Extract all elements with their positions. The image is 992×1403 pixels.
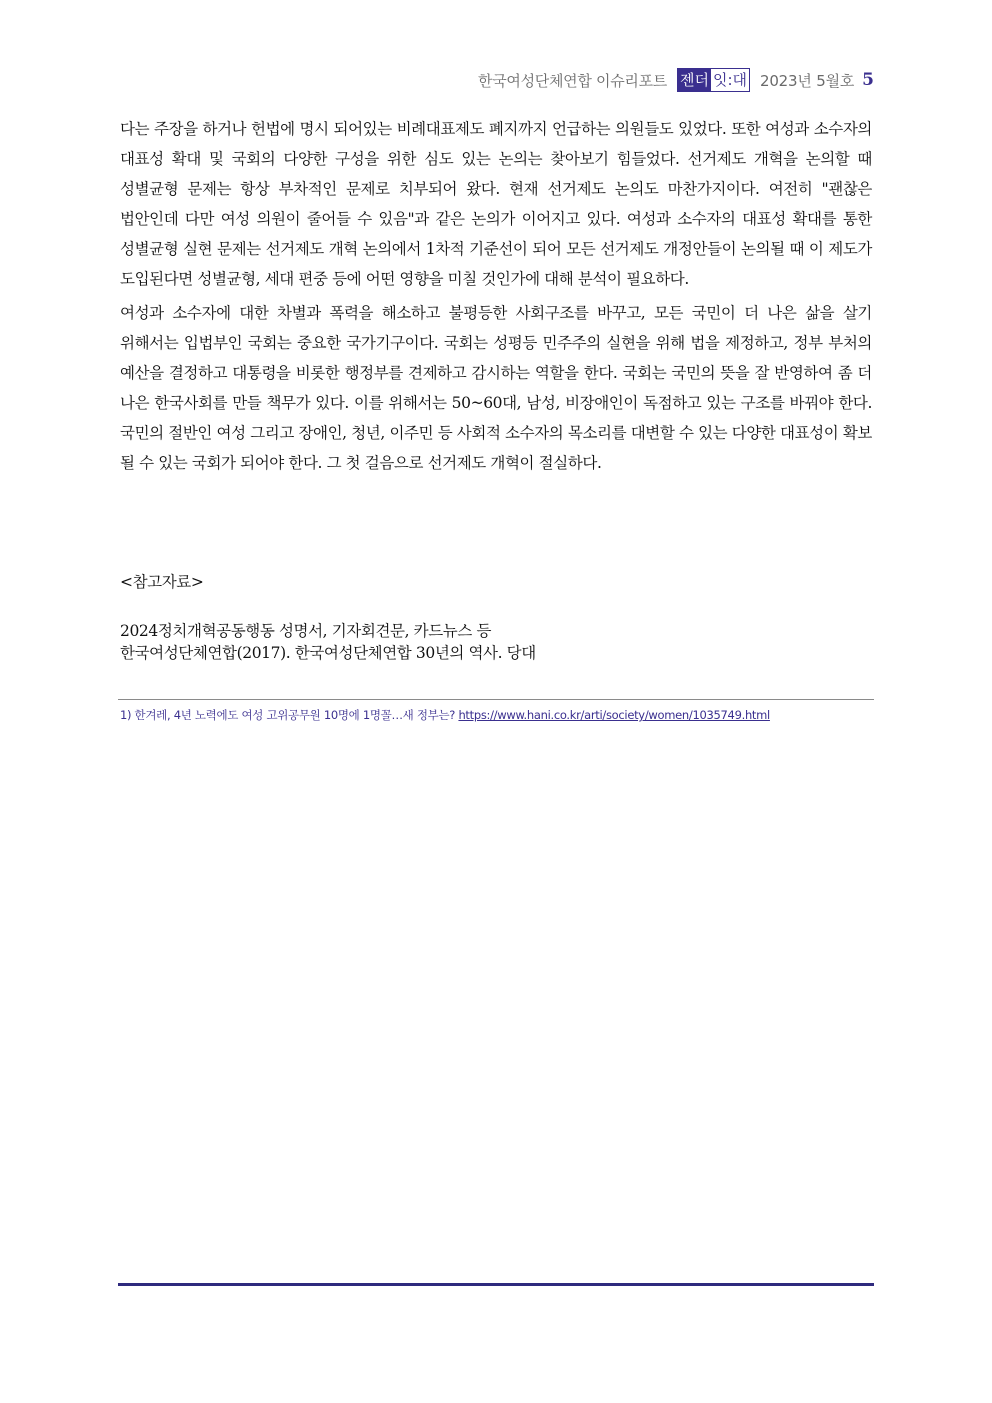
page-header (478, 68, 874, 92)
logo-dark-part: 젠더 (679, 71, 709, 89)
reference-item: 2024정치개혁공동행동 성명서, 기자회견문, 카드뉴스 등 (120, 622, 492, 640)
gender-it-dae-logo (677, 68, 750, 92)
reference-item: 한국여성단체연합(2017). 한국여성단체연합 30년의 역사. 당대 (120, 644, 536, 662)
footnote-divider (118, 699, 874, 700)
references-section (120, 570, 872, 664)
body-paragraph-1: 다는 주장을 하거나 헌법에 명시 되어있는 비례대표제도 폐지까지 언급하는 의원들도 있었다. 또한 여성과 소수자의 대표성 확대 및 국회의 다양한 구성을 위한 심도 있는 논의는 찾아보기 힘들었다. 선거제도 개혁을 논의할 때 성별균형 문제는 항상 부차적인 문제로 치부되어 왔다. 현재 선거제도 논의도 마찬가지이다. 여전히 "괜찮은 법안인데 다만 여성 의원이 줄어들 수 있음"과 같은 논의가 이어지고 있다. 여성과 소수자의 대표성 확대를 통한 성별균형 실현 문제는 선거제도 개혁 논의에서 1차적 기준선이 되어 모든 선거제도 개정안들이 논의될 때 이 제도가 도입된다면 성별균형, 세대 편중 등에 어떤 영향을 미칠 것인가에 대해 분석이 필요하다. (120, 120, 872, 288)
header-issue-date: 2023년 5월호 (760, 71, 855, 90)
page-bottom-rule (118, 1283, 874, 1286)
logo-light-part: 잇:대 (712, 71, 747, 89)
page-number: 5 (862, 70, 874, 90)
report-body (120, 114, 872, 482)
references-title: <참고자료> (120, 573, 204, 591)
footnote (120, 707, 872, 723)
header-org-name: 한국여성단체연합 이슈리포트 (478, 71, 667, 90)
body-paragraph-2: 여성과 소수자에 대한 차별과 폭력을 해소하고 불평등한 사회구조를 바꾸고, 모든 국민이 더 나은 삶을 살기 위해서는 입법부인 국회는 중요한 국가기구이다. 국회는 성평등 민주주의 실현을 위해 법을 제정하고, 정부 부처의 예산을 결정하고 대통령을 비롯한 행정부를 견제하고 감시하는 역할을 한다. 국회는 국민의 뜻을 잘 반영하여 좀 더 나은 한국사회를 만들 책무가 있다. 이를 위해서는 50~60대, 남성, 비장애인이 독점하고 있는 구조를 바꿔야 한다. 국민의 절반인 여성 그리고 장애인, 청년, 이주민 등 사회적 소수자의 목소리를 대변할 수 있는 다양한 대표성이 확보 될 수 있는 국회가 되어야 한다. 그 첫 걸음으로 선거제도 개혁이 절실하다. (120, 304, 872, 472)
footnote-link[interactable]: https://www.hani.co.kr/arti/society/women/1035749.html (458, 708, 770, 722)
footnote-text: 1) 한겨레, 4년 노력에도 여성 고위공무원 10명에 1명꼴…새 정부는? (120, 708, 456, 722)
